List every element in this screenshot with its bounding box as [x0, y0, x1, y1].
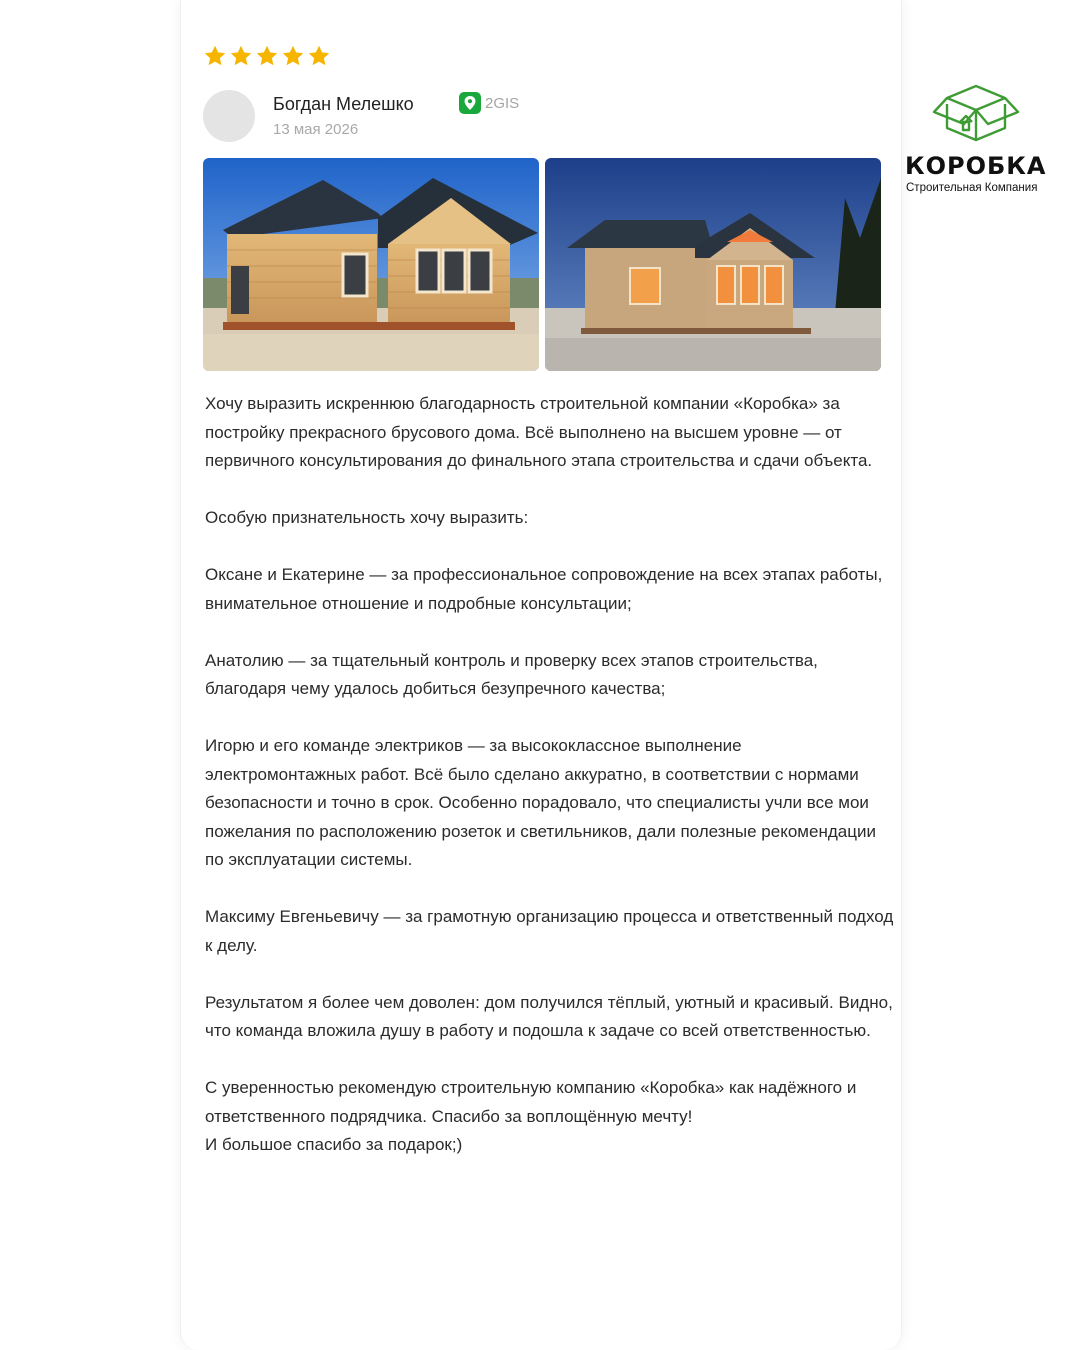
company-logo — [905, 82, 1047, 202]
author-name[interactable]: Богдан Мелешко — [273, 94, 414, 114]
star-icon — [203, 44, 227, 68]
review-paragraph: Хочу выразить искреннюю благодарность строительной компании «Коробка» за постройку прекрасного брусового дома. Всё выполнено на высшем уровне — от первичного консультирования до финального этапа строительства и сдачи объекта. — [205, 394, 873, 470]
star-icon — [229, 44, 253, 68]
brand-name: КОРОБКА — [905, 152, 1047, 180]
box-house-icon — [931, 82, 1021, 144]
star-icon — [307, 44, 331, 68]
review-paragraph: Анатолию — за тщательный контроль и проверку всех этапов строительства, благодаря чему удалось добиться безупречного качества; — [205, 650, 818, 698]
review-text — [205, 390, 895, 1160]
map-pin-icon — [459, 92, 481, 114]
source-label: 2GIS — [485, 94, 520, 112]
review-paragraph: С уверенностью рекомендую строительную компанию «Коробка» как надёжного и ответственного подрядчика. Спасибо за воплощённую мечту! И большое спасибо за подарок;) — [205, 1078, 857, 1154]
brand-tagline: Строительная Компания — [906, 182, 1038, 194]
source-badge[interactable] — [459, 92, 519, 114]
star-icon — [255, 44, 279, 68]
review-photo-daylight[interactable] — [203, 158, 539, 371]
review-date: 13 мая 2026 — [273, 121, 359, 138]
review-paragraph: Игорю и его команде электриков — за высококлассное выполнение электромонтажных работ. Всё было сделано аккуратно, в соответствии с нормами безопасности и точно в срок. Особенно порадовало, что специалисты учли все мои пожелания по расположению розеток и светильников, дали полезные рекомендации по эксплуатации системы. — [205, 736, 876, 869]
review-paragraph: Особую признательность хочу выразить: — [205, 508, 529, 527]
review-paragraph: Максиму Евгеньевичу — за грамотную организацию процесса и ответственный подход к делу. — [205, 907, 894, 955]
star-icon — [281, 44, 305, 68]
review-paragraph: Оксане и Екатерине — за профессиональное сопровождение на всех этапах работы, внимательное отношение и подробные консультации; — [205, 565, 883, 613]
review-card — [180, 0, 902, 1350]
rating-stars — [203, 44, 331, 68]
review-paragraph: Результатом я более чем доволен: дом получился тёплый, уютный и красивый. Видно, что команда вложила душу в работу и подошла к задаче со всей ответственностью. — [205, 992, 893, 1040]
review-photo-evening[interactable] — [545, 158, 881, 371]
avatar[interactable] — [203, 90, 255, 142]
